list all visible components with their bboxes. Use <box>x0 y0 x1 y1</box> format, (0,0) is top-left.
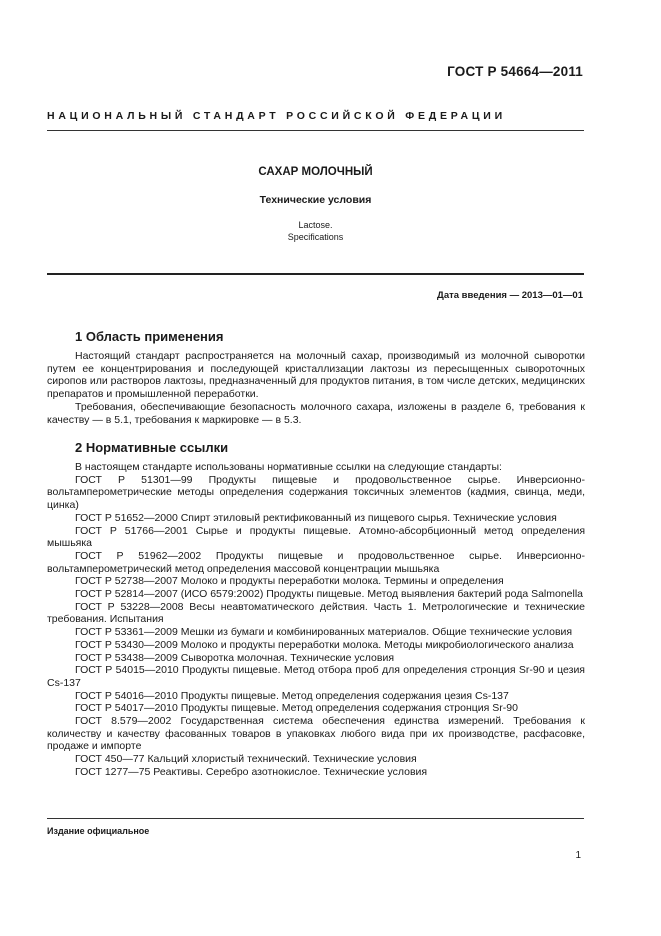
reference-item: ГОСТ 450—77 Кальций хлористый технический. Технические условия <box>75 753 417 766</box>
page-number: 1 <box>575 850 581 861</box>
header-divider <box>47 130 584 131</box>
reference-item: ГОСТ 1277—75 Реактивы. Серебро азотнокислое. Технические условия <box>75 765 428 778</box>
reference-item: ГОСТ Р 54017—2010 Продукты пищевые. Метод определения содержания стронция Sr-90 <box>75 702 518 715</box>
section-heading-references: 2 Нормативные ссылки <box>75 440 229 455</box>
reference-item: ГОСТ Р 53438—2009 Сыворотка молочная. Технические условия <box>75 651 395 664</box>
reference-item: ГОСТ Р 52738—2007 Молоко и продукты переработки молока. Термины и определения <box>75 575 504 588</box>
edition-label: Издание официальное <box>47 826 150 836</box>
reference-item: ГОСТ Р 54016—2010 Продукты пищевые. Метод определения содержания цезия Cs-137 <box>75 689 509 702</box>
section-body-scope <box>47 350 585 426</box>
reference-item: ГОСТ Р 51652—2000 Спирт этиловый ректификованный из пищевого сырья. Технические условия <box>75 511 557 524</box>
reference-item: ГОСТ Р 53430—2009 Молоко и продукты переработки молока. Методы микробиологического анализа <box>75 638 574 651</box>
document-subtitle: Технические условия <box>259 194 372 206</box>
reference-item: ГОСТ Р 53361—2009 Мешки из бумаги и комбинированных материалов. Общие технические условия <box>75 626 573 639</box>
effective-date: Дата введения — 2013—01—01 <box>437 290 583 301</box>
document-title: САХАР МОЛОЧНЫЙ <box>258 166 373 178</box>
reference-item: ГОСТ 8.579—2002 Государственная система обеспечения единства измерений. Требования к количеству и качеству фасованных товаров в упаковках любого вида при их производстве, расфасовке, продаже и импорте <box>47 715 585 753</box>
document-code: ГОСТ Р 54664—2011 <box>447 64 583 79</box>
reference-item: ГОСТ Р 52814—2007 (ИСО 6579:2002) Продукты пищевые. Метод выявления бактерий рода Salmonella <box>75 588 584 601</box>
english-title: Lactose. <box>298 220 333 230</box>
paragraph: Требования, обеспечивающие безопасность молочного сахара, изложены в разделе 6, требования к качеству — в 5.1, требования к маркировке — в 5.3. <box>47 400 585 426</box>
reference-item: ГОСТ Р 53228—2008 Весы неавтоматического действия. Часть 1. Метрологические и технические требования. Испытания <box>47 600 585 626</box>
footer-divider <box>47 818 584 819</box>
reference-item: ГОСТ Р 54015—2010 Продукты пищевые. Метод отбора проб для определения стронция Sr-90 и цезия Cs-137 <box>47 664 585 689</box>
reference-item: ГОСТ Р 51766—2001 Сырье и продукты пищевые. Атомно-абсорбционный метод определения мышьяка <box>47 524 585 550</box>
reference-item: ГОСТ Р 51962—2002 Продукты пищевые и продовольственное сырье. Инверсионно-вольтамперометрический метод определения массовой концентрации мышьяка <box>47 549 585 575</box>
paragraph: В настоящем стандарте использованы нормативные ссылки на следующие стандарты: <box>75 461 502 473</box>
title-divider <box>47 273 584 275</box>
section-body-references <box>47 461 585 779</box>
section-heading-scope: 1 Область применения <box>75 329 224 344</box>
english-subtitle: Specifications <box>287 232 344 242</box>
national-standard-banner: НАЦИОНАЛЬНЫЙ СТАНДАРТ РОССИЙСКОЙ ФЕДЕРАЦИИ <box>47 110 506 122</box>
reference-item: ГОСТ Р 51301—99 Продукты пищевые и продовольственное сырье. Инверсионно-вольтамперометрические методы определения содержания токсичных элементов (кадмия, свинца, меди, цинка) <box>47 473 585 512</box>
paragraph: Настоящий стандарт распространяется на молочный сахар, производимый из молочной сыворотки путем ее концентрирования и последующей кристаллизации лактозы из пересыщенных сывороточных сиропов или растворов лактозы, предназначенный для продуктов питания, в том числе детских, медицинских препаратов и промышленной переработки. <box>47 350 585 401</box>
